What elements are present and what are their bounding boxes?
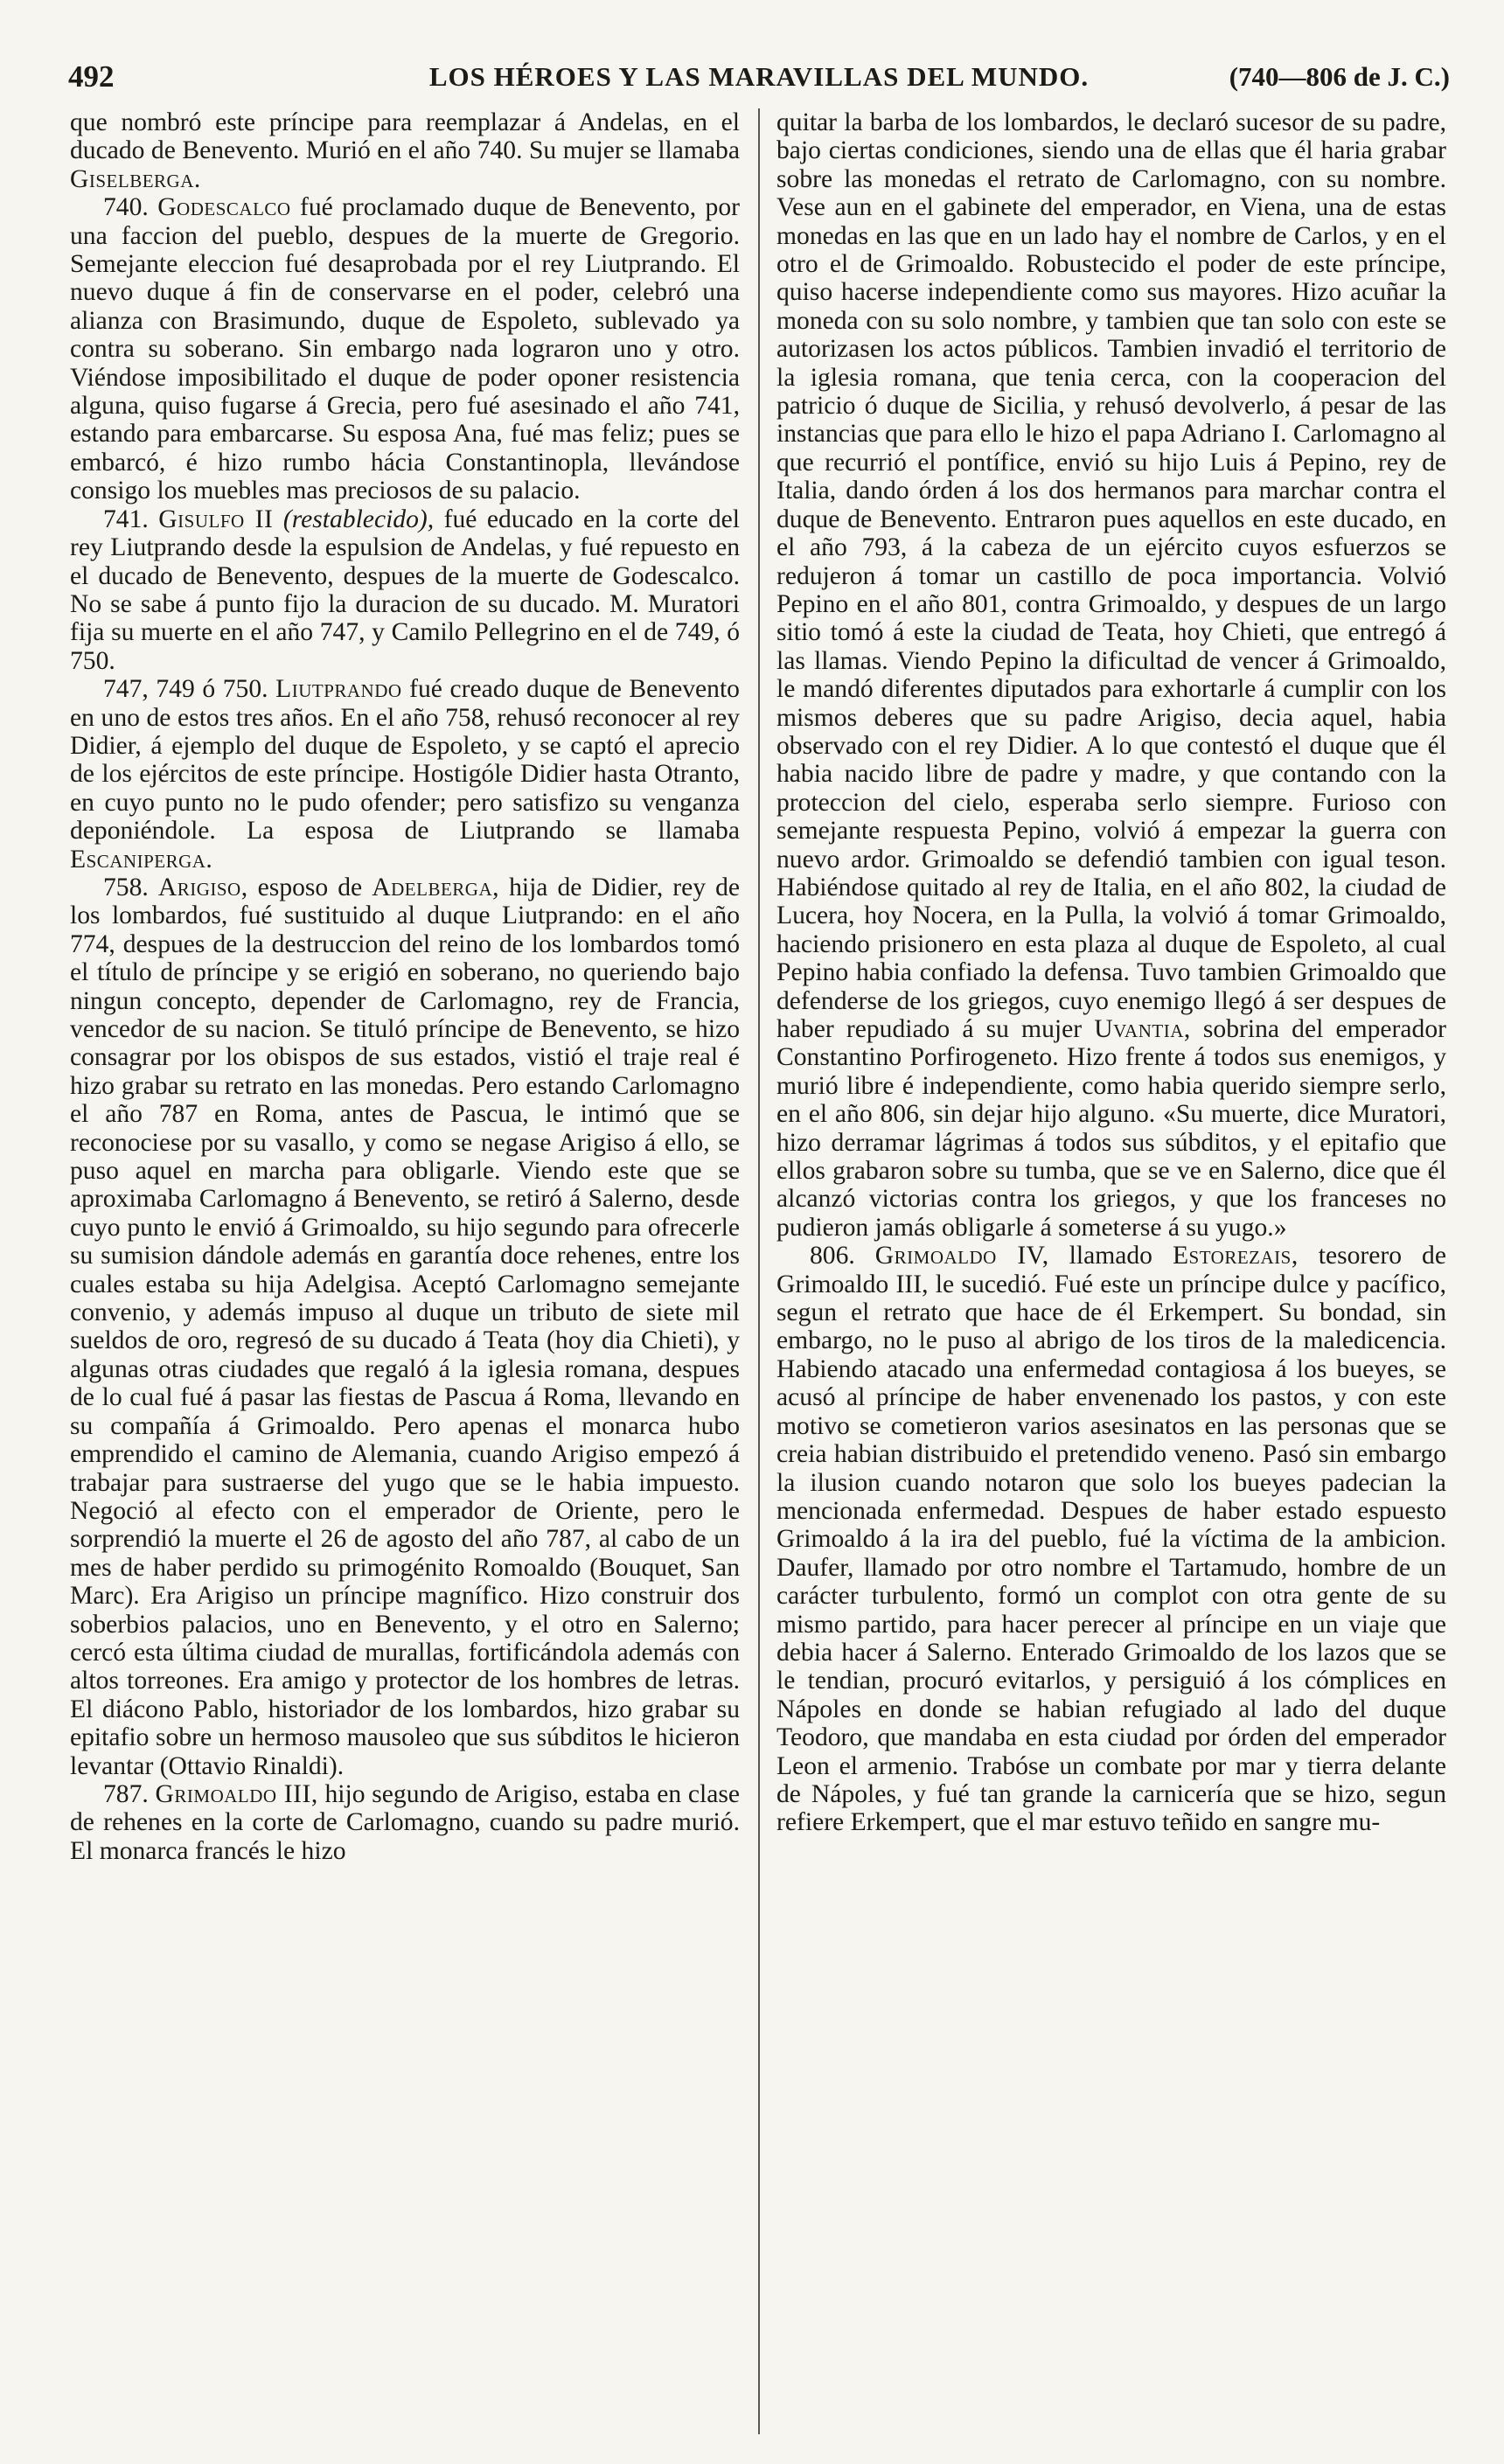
date-range: (740—806 de J. C.) (1229, 61, 1450, 92)
paragraph: 806. Grimoaldo IV, llamado Estorezais, tesorero de Grimoaldo III, le sucedió. Fué este un príncipe dulce y pacífico, segun el retrato que hace de él Erkempert. Su bondad, sin embargo, no le puso al abrigo de los tiros de la maledicencia. Habiendo atacado una enfermedad contagiosa á los bueyes, se acusó al príncipe de haber envenenado los pastos, y con este motivo se cometieron varios asesinatos en las personas que se creia habian distribuido el pretendido veneno. Pasó sin embargo la ilusion cuando notaron que solo los bueyes padecian la mencionada enfermedad. Despues de haber estado espuesto Grimoaldo á la ira del pueblo, fué la víctima de la ambicion. Daufer, llamado por otro nombre el Tartamudo, hombre de un carácter turbulento, formó un complot con otra gente de su mismo partido, para hacer perecer al príncipe en un viaje que debia hacer á Salerno. Enterado Grimoaldo de los lazos que se le tendian, procuró evitarlos, y persiguió á los cómplices en Nápoles en donde se habian refugiado al lado del duque Teodoro, que mandaba en esta ciudad por órden del emperador Leon el armenio. Trabóse un combate por mar y tierra delante de Nápoles, y fué tan grande la carnicería que se hizo, segun refiere Erkempert, que el mar estuvo teñido en sangre mu- (776, 1242, 1446, 1837)
page-number: 492 (68, 59, 115, 94)
paragraph: 747, 749 ó 750. Liutprando fué creado duque de Benevento en uno de estos tres años. En el año 758, rehusó reconocer al rey Didier, á ejemplo del duque de Espoleto, y se captó el aprecio de los ejércitos de este príncipe. Hostigóle Didier hasta Otranto, en cuyo punto no le pudo ofender; pero satisfizo su venganza deponiéndole. La esposa de Liutprando se llamaba Escaniperga. (70, 675, 740, 874)
page-header (68, 54, 1450, 107)
column-divider (758, 108, 760, 2434)
paragraph: que nombró este príncipe para reemplazar á Andelas, en el ducado de Benevento. Murió en el año 740. Su mujer se llamaba Giselberga. (70, 108, 740, 193)
paragraph: 758. Arigiso, esposo de Adelberga, hija de Didier, rey de los lombardos, fué sustituido al duque Liutprando: en el año 774, despues de la destruccion del reino de los lombardos tomó el título de príncipe y se erigió en soberano, no queriendo bajo ningun concepto, depender de Carlomagno, rey de Francia, vencedor de su nacion. Se tituló príncipe de Benevento, se hizo consagrar por los obispos de sus estados, vistió el traje real é hizo grabar su retrato en las monedas. Pero estando Carlomagno el año 787 en Roma, antes de Pascua, le intimó que se reconociese por su vasallo, y como se negase Arigiso á ello, se puso aquel en marcha para obligarle. Viendo este que se aproximaba Carlomagno á Benevento, se retiró á Salerno, desde cuyo punto le envió á Grimoaldo, su hijo segundo para ofrecerle su sumision dándole además en garantía doce rehenes, entre los cuales estaba su hija Adelgisa. Aceptó Carlomagno semejante convenio, y además impuso al duque un tributo de siete mil sueldos de oro, regresó de su ducado á Teata (hoy dia Chieti), y algunas otras ciudades que regaló á la iglesia romana, despues de lo cual fué á pasar las fiestas de Pascua á Roma, llevando en su compañía á Grimoaldo. Pero apenas el monarca hubo emprendido el camino de Alemania, cuando Arigiso empezó á trabajar para sustraerse del yugo que se le habia impuesto. Negoció al efecto con el emperador de Oriente, pero le sorprendió la muerte el 26 de agosto del año 787, al cabo de un mes de haber perdido su primogénito Romoaldo (Bouquet, San Marc). Era Arigiso un príncipe magnífico. Hizo construir dos soberbios palacios, uno en Benevento, y el otro en Salerno; cercó esta última ciudad de murallas, fortificándola además con altos torreones. Era amigo y protector de los hombres de letras. El diácono Pablo, historiador de los lombardos, hizo grabar su epitafio sobre un hermoso mausoleo que sus súbditos le hicieron levantar (Ottavio Rinaldi). (70, 873, 740, 1780)
left-column (70, 108, 740, 2434)
right-column (776, 108, 1446, 2434)
paragraph: 741. Gisulfo II (restablecido), fué educado en la corte del rey Liutprando desde la espulsion de Andelas, y fué repuesto en el ducado de Benevento, despues de la muerte de Godescalco. No se sabe á punto fijo la duracion de su ducado. M. Muratori fija su muerte en el año 747, y Camilo Pellegrino en el de 749, ó 750. (70, 505, 740, 675)
paragraph: quitar la barba de los lombardos, le declaró sucesor de su padre, bajo ciertas condiciones, siendo una de ellas que él haria grabar sobre las monedas el retrato de Carlomagno, con su nombre. Vese aun en el gabinete del emperador, en Viena, una de estas monedas en las que en un lado hay el nombre de Carlos, y en el otro el de Grimoaldo. Robustecido el poder de este príncipe, quiso hacerse independiente como sus mayores. Hizo acuñar la moneda con su solo nombre, y tambien que tan solo con este se autorizasen los actos públicos. Tambien invadió el territorio de la iglesia romana, que tenia cerca, con la cooperacion del patricio ó duque de Sicilia, y rehusó devolverlo, á pesar de las instancias que para ello le hizo el papa Adriano I. Carlomagno al que recurrió el pontífice, envió su hijo Luis á Pepino, rey de Italia, dando órden á los dos hermanos para marchar contra el duque de Benevento. Entraron pues aquellos en este ducado, en el año 793, á la cabeza de un ejército cuyos esfuerzos se redujeron á tomar un castillo de poca importancia. Volvió Pepino en el año 801, contra Grimoaldo, y despues de un largo sitio tomó á este la ciudad de Teata, hoy Chieti, que entregó á las llamas. Viendo Pepino la dificultad de vencer á Grimoaldo, le mandó diferentes diputados para exhortarle á cumplir con los mismos deberes que su padre Arigiso, decia aquel, habia observado con el rey Didier. A lo que contestó el duque que él habia nacido libre de padre y madre, y que contando con la proteccion del cielo, esperaba serlo siempre. Furioso con semejante respuesta Pepino, volvió á empezar la guerra con nuevo ardor. Grimoaldo se defendió tambien con igual teson. Habiéndose quitado al rey de Italia, en el año 802, la ciudad de Lucera, hoy Nocera, en la Pulla, la volvió á tomar Grimoaldo, haciendo prisionero en esta plaza al duque de Espoleto, al cual Pepino habia confiado la defensa. Tuvo tambien Grimoaldo que defenderse de los griegos, cuyo enemigo llegó á ser despues de haber repudiado á su mujer Uvantia, sobrina del emperador Constantino Porfirogeneto. Hizo frente á todos sus enemigos, y murió libre é independiente, como habia querido siempre serlo, en el año 806, sin dejar hijo alguno. «Su muerte, dice Muratori, hizo derramar lágrimas á todos sus súbditos, y el epitafio que ellos grabaron sobre su tumba, que se ve en Salerno, dice que él alcanzó victorias contra los griegos, y que los franceses no pudieron jamás obligarle á someterse á su yugo.» (776, 108, 1446, 1242)
paragraph: 787. Grimoaldo III, hijo segundo de Arigiso, estaba en clase de rehenes en la corte de Carlomagno, cuando su padre murió. El monarca francés le hizo (70, 1779, 740, 1865)
running-title: LOS HÉROES Y LAS MARAVILLAS DEL MUNDO. (428, 61, 1090, 92)
paragraph: 740. Godescalco fué proclamado duque de Benevento, por una faccion del pueblo, despues de la muerte de Gregorio. Semejante eleccion fué desaprobada por el rey Liutprando. El nuevo duque á fin de conservarse en el poder, celebró una alianza con Brasimundo, duque de Espoleto, sublevado ya contra su soberano. Sin embargo nada lograron uno y otro. Viéndose imposibilitado el duque de poder oponer resistencia alguna, quiso fugarse á Grecia, pero fué asesinado el año 741, estando para embarcarse. Su esposa Ana, fué mas feliz; pues se embarcó, é hizo rumbo hácia Constantinopla, llevándose consigo los muebles mas preciosos de su palacio. (70, 193, 740, 505)
